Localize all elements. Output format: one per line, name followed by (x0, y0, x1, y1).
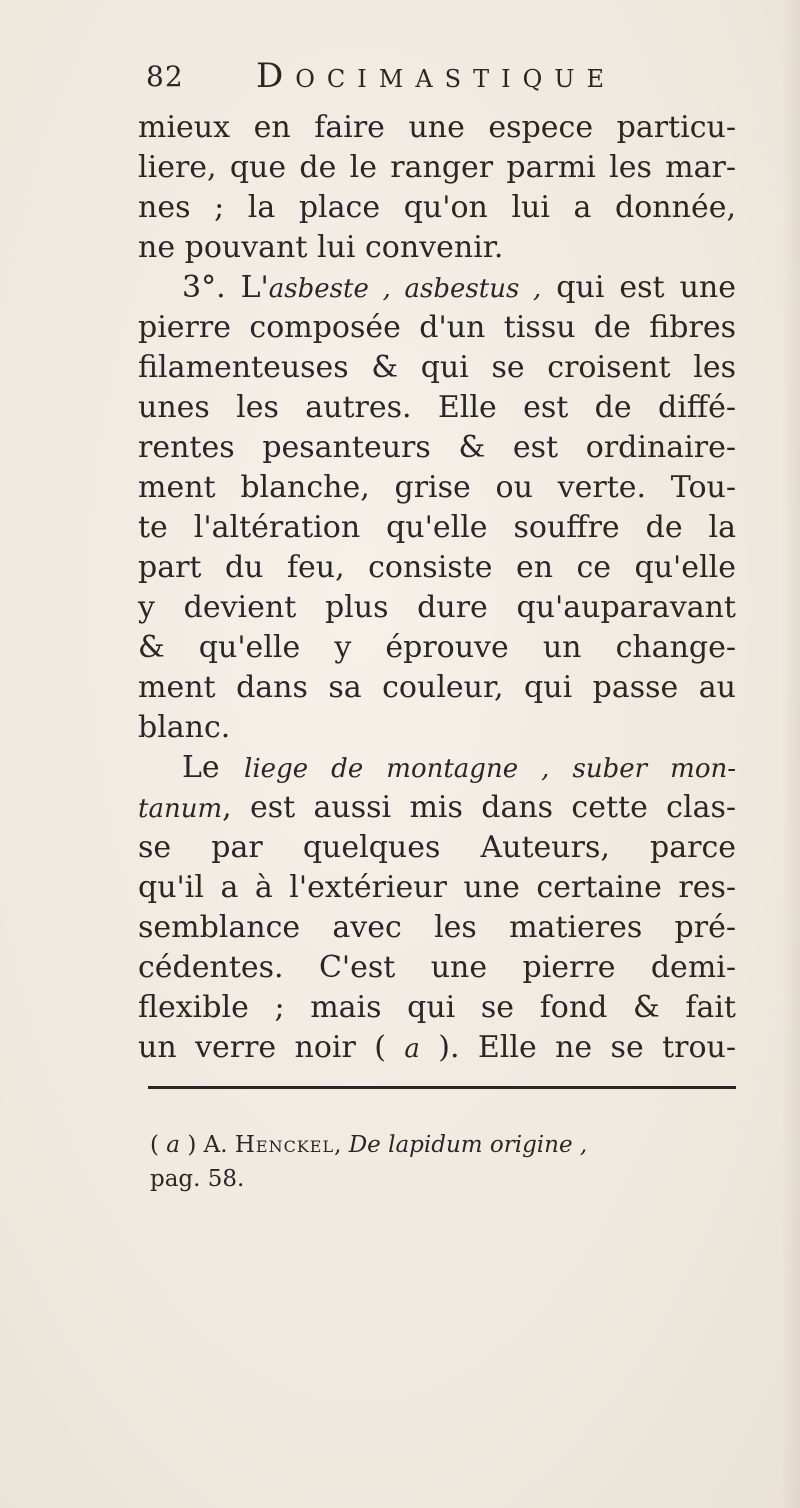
text-line: qu'il a à l'extérieur une certaine res- (138, 870, 736, 905)
text-line: te l'altération qu'elle souffre de la (138, 510, 736, 545)
text-line: se par quelques Auteurs, parce (138, 830, 736, 865)
term-asbeste: asbeste , asbestus , (268, 274, 542, 304)
text-line: filamenteuses & qui se croisent les (138, 350, 736, 385)
footnote (150, 1128, 738, 1196)
footnote-line (150, 1128, 738, 1162)
text-fragment: qui est une (541, 270, 736, 305)
footnote-page: pag. 58. (150, 1166, 245, 1192)
footnote-reference: a (404, 1034, 420, 1064)
running-title: Docimastique (256, 56, 617, 96)
text-line: semblance avec les matieres pré- (138, 910, 736, 945)
paragraph-start-liege (138, 748, 736, 788)
text-line: pierre composée d'un tissu de fibres (138, 310, 736, 345)
page-number: 82 (146, 60, 184, 93)
page-edge-shadow (782, 0, 800, 1508)
text-line: rentes pesanteurs & est ordinaire- (138, 430, 736, 465)
text-line: liere, que de le ranger parmi les mar- (138, 150, 736, 185)
footnote-ref-close: ) A. (180, 1132, 235, 1158)
text-line: cédentes. C'est une pierre demi- (138, 950, 736, 985)
footnote-ref-open: ( (150, 1132, 167, 1158)
text-fragment: un verre noir ( (138, 1030, 405, 1065)
text-fragment: ). Elle ne se trou- (419, 1030, 736, 1065)
paragraph-start-asbeste (138, 268, 736, 308)
footnote-author: Henckel (234, 1132, 335, 1158)
text-line (138, 1028, 736, 1068)
text-line: ne pouvant lui convenir. (138, 230, 504, 265)
text-line: flexible ; mais qui se fond & fait (138, 990, 736, 1025)
text-line: mieux en faire une espece particu- (138, 110, 736, 145)
text-fragment: , est aussi mis dans cette clas- (222, 790, 736, 825)
page-header (146, 56, 736, 106)
term-liege-de-montagne: liege de montagne , suber mon- (244, 754, 737, 784)
text-line: blanc. (138, 710, 231, 745)
text-line: y devient plus dure qu'auparavant (138, 590, 736, 625)
text-line: ment blanche, grise ou verte. Tou- (138, 470, 736, 505)
footnote-ref-letter: a (166, 1132, 181, 1158)
text-line: nes ; la place qu'on lui a donnée, (138, 190, 736, 225)
text-line: ment dans sa couleur, qui passe au (138, 670, 736, 705)
text-line: part du feu, consiste en ce qu'elle (138, 550, 736, 585)
text-line (138, 788, 736, 828)
footnote-separator: , (334, 1132, 349, 1158)
section-number: 3°. L' (182, 270, 269, 305)
text-line: unes les autres. Elle est de diffé- (138, 390, 736, 425)
body-text (138, 108, 736, 1068)
term-suber-montanum: tanum (138, 794, 223, 824)
footnote-title: De lapidum origine , (348, 1132, 588, 1158)
text-line: & qu'elle y éprouve un change- (138, 630, 736, 665)
footnote-divider (148, 1086, 736, 1089)
text-fragment: Le (182, 750, 245, 785)
